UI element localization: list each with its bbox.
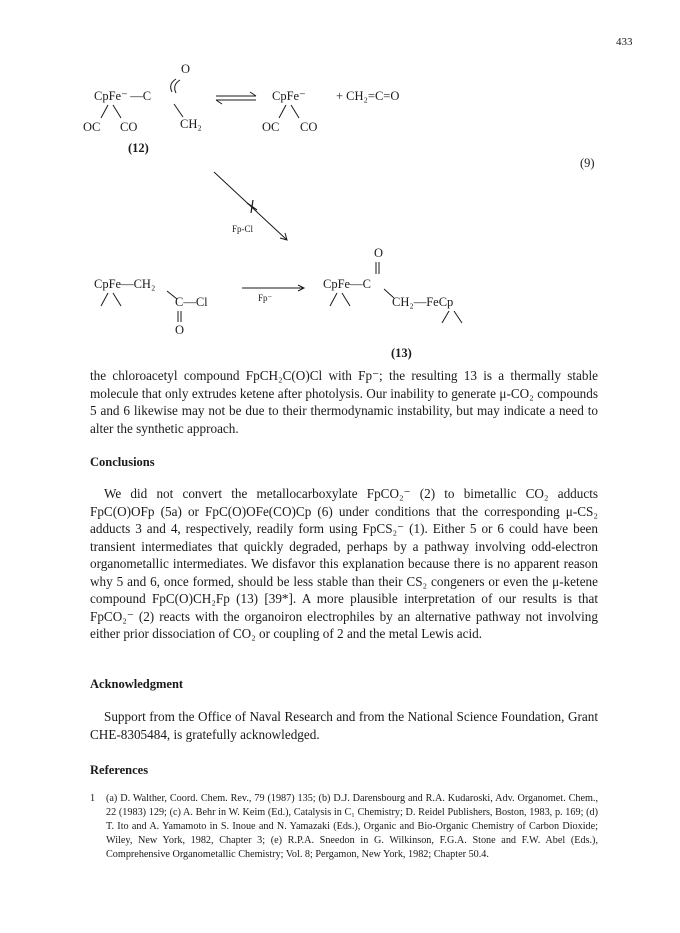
r2-carbonyl-oxygen: O (175, 323, 185, 337)
r1-ch2: CH₂ (180, 117, 202, 131)
r1-co: CO (120, 120, 138, 134)
arrow-reagent: Fp⁻ (258, 293, 273, 303)
acknowledgment-heading: Acknowledgment (90, 677, 184, 691)
acknowledgment-section (90, 708, 598, 743)
reaction-scheme (0, 0, 680, 370)
r2-compound-label: (13) (391, 346, 412, 360)
r1-product-iron: CpFe⁻ (272, 89, 306, 103)
r2p-oxygen: O (374, 246, 384, 260)
r1-oc-bond (101, 105, 108, 118)
reference-number: 1 (90, 793, 96, 804)
r2-product-iron-acyl: CpFe—C (323, 277, 371, 291)
conclusions-section (90, 485, 598, 643)
r1p-oc: OC (262, 120, 280, 134)
r2-iron-ch2: CpFe—CH₂ (94, 277, 156, 291)
r1p-oc-bond (279, 105, 286, 118)
r1-co-bond (113, 105, 121, 118)
r1-oxygen: O (181, 62, 191, 76)
blocked-reagent: Fp-Cl (232, 224, 254, 234)
r2p2-co-bond (454, 311, 462, 323)
r1-ch2-bond (174, 104, 183, 117)
references-heading: References (90, 763, 149, 777)
r2-oc-bond (101, 293, 108, 306)
r1-ketene: + CH₂=C=O (336, 89, 400, 103)
r2-product-ch2-fe: CH₂—FeCp (392, 295, 454, 309)
r2p-oc-bond (330, 293, 337, 306)
equation-number: (9) (580, 156, 595, 170)
paragraph-text: the chloroacetyl compound FpCH₂C(O)Cl with Fp⁻; the resulting 13 is a thermally stable molecule that only extrudes ketene after photolysis. Our inability to generate μ-CO₂ compounds 5 and 6 likewise may not be due to their thermodynamic instability, but may indicate a need to alter the synthetic approach. (90, 368, 598, 436)
r1-compound-label: (12) (128, 141, 149, 155)
r1p-co-bond (291, 105, 299, 118)
paragraph-intro (90, 367, 598, 437)
r1-oc: OC (83, 120, 101, 134)
r2-co-bond (113, 293, 121, 306)
conclusions-heading: Conclusions (90, 455, 155, 469)
r2p-co-bond (342, 293, 350, 306)
references-list (90, 792, 598, 862)
r2-acyl-chloride: C—Cl (175, 295, 208, 309)
r2p2-oc-bond (442, 311, 449, 323)
page-number: 433 (616, 36, 633, 48)
equilibrium-arrow (216, 92, 256, 104)
reference-item (90, 792, 598, 862)
r1-iron-acyl: CpFe⁻ —C (94, 89, 152, 103)
r1p-co: CO (300, 120, 318, 134)
reference-text: (a) D. Walther, Coord. Chem. Rev., 79 (1987) 135; (b) D.J. Darensbourg and R.A. Kudaroski, Adv. Organomet. Chem., 22 (1983) 129; (c) A. Behr in W. Keim (Ed.), Catalysis in C₁ Chemistry; D. Reidel Publishers, Boston, 1983, p. 169; (d) T. Ito and A. Yamamoto in S. Inoue and N. Yamazaki (Eds.), Organic and Bio-Organic Chemistry of Carbon Dioxide; Wiley, New York, 1982, Chapter 3; (e) R.P.A. Sneedon in G. Wilkinson, F.G.A. Stone and F.W. Abel (Eds.), Comprehensive Organometallic Chemistry; Vol. 8; Pergamon, New York, 1982; Chapter 50.4. (106, 793, 598, 860)
reaction-arrow (242, 285, 304, 291)
r1-double-bond-mark-2 (175, 80, 180, 93)
conclusions-text: We did not convert the metallocarboxylate FpCO₂⁻ (2) to bimetallic CO₂ adducts FpC(O)OFp (5a) or FpC(O)OFe(CO)Cp (6) under conditions that the corresponding μ-CS₂ adducts 3 and 4, respectively, readily form using FpCS₂⁻ (1). Either 5 or 6 could have been transient intermediates that quickly degraded, perhaps by a pathway involving odd-electron organometallic intermediates. We disfavor this explanation because there is no apparent reason why 5 and 6, once formed, should be less stable than their CS₂ congeners or even the μ-ketene compound FpC(O)CH₂Fp (13) [39*]. A more plausible interpretation of our results is that FpCO₂⁻ (2) reacts with the organoiron electrophiles by an alternative pathway not involving either prior dissociation of CO₂ or coupling of 2 and the metal Lewis acid. (90, 486, 598, 641)
acknowledgment-text: Support from the Office of Naval Research and from the National Science Foundation, Grant CHE-8305484, is gratefully acknowledged. (90, 709, 598, 742)
